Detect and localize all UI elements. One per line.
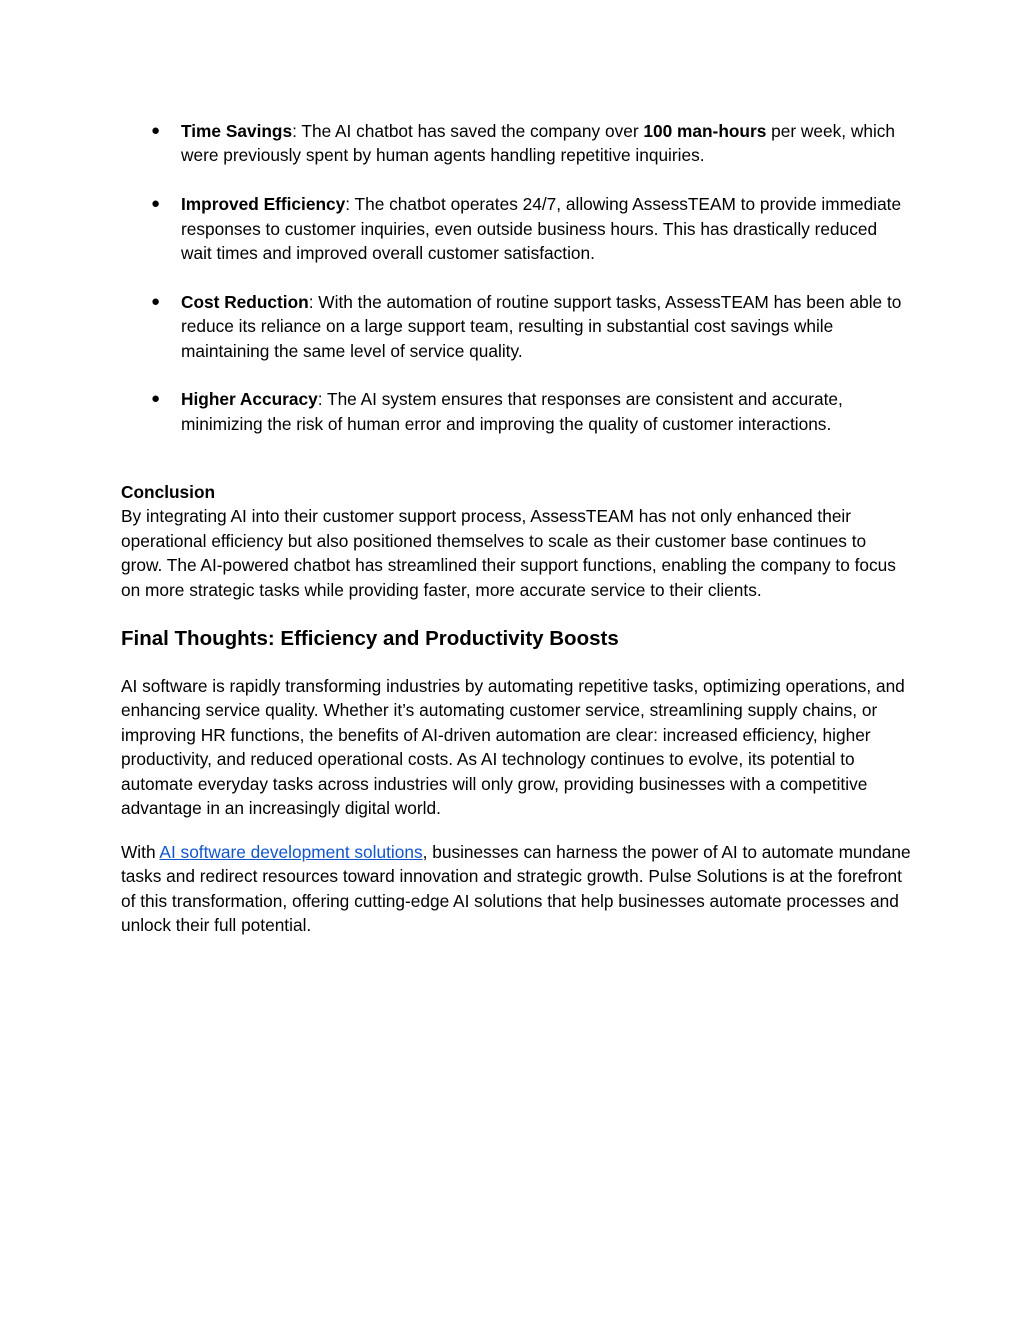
paragraph-ai-software: AI software is rapidly transforming industries by automating repetitive tasks, optimizing operations, and enhancing service quality. Whether it’s automating customer service, streamlining supply chains, or improving HR functions, the benefits of AI-driven automation are clear: increased efficiency, higher productivity, and reduced operational costs. As AI technology continues to evolve, its potential to automate everyday tasks across industries will only grow, providing businesses with a competitive advantage in an increasingly digital world. (121, 676, 905, 819)
bullet-title: Improved Efficiency (181, 194, 346, 215)
bullet-title: Time Savings (181, 121, 293, 141)
list-item-cost-reduction (146, 290, 906, 363)
bullet-title: Cost Reduction (181, 291, 309, 312)
bullet-text: per week, which were previously spent by human agents handling repetitive inquiries. (181, 121, 896, 166)
bullet-text: : The AI chatbot has saved the company over (292, 121, 644, 141)
benefits-list (146, 119, 906, 461)
list-item-improved-efficiency (146, 192, 906, 265)
bullet-title: Higher Accuracy (181, 389, 318, 410)
bullet-emphasis: 100 man-hours (643, 121, 767, 141)
ai-software-development-link[interactable]: AI software development solutions (159, 842, 423, 862)
paragraph-text: , businesses can harness the power of AI to automate mundane tasks and redirect resources toward innovation and strategic growth. Pulse Solutions is at the forefront of this transformation, offering cutting-edge AI solutions that help businesses automate processes and unlock their full potential. (121, 842, 911, 936)
bullet-text: : The AI system ensures that responses are consistent and accurate, minimizing the risk of human error and improving the quality of customer interactions. (181, 389, 843, 434)
paragraph-text: With (121, 842, 160, 862)
bullet-icon: ● (151, 122, 161, 139)
bullet-icon: ● (151, 390, 161, 408)
conclusion-section (121, 480, 911, 602)
bullet-icon: ● (151, 292, 161, 310)
section-heading: Final Thoughts: Efficiency and Productivity Boosts (121, 627, 619, 650)
conclusion-body: By integrating AI into their customer support process, AssessTEAM has not only enhanced their operational efficiency but also positioned themselves to scale as their customer base continues to grow. The AI-powered chatbot has streamlined their support functions, enabling the company to focus on more strategic tasks while providing faster, more accurate service to their clients. (121, 506, 896, 600)
conclusion-title: Conclusion (121, 482, 216, 502)
list-item-time-savings (146, 119, 906, 168)
list-item-higher-accuracy (146, 387, 906, 436)
bullet-text: : With the automation of routine support tasks, AssessTEAM has been able to reduce its reliance on a large support team, resulting in substantial cost savings while maintaining the same level of service quality. (181, 291, 902, 361)
bullet-icon: ● (151, 195, 161, 213)
bullet-text: : The chatbot operates 24/7, allowing AssessTEAM to provide immediate responses to customer inquiries, even outside business hours. This has drastically reduced wait times and improved overall customer satisfaction. (181, 194, 902, 264)
paragraph-pulse-solutions (121, 840, 911, 938)
